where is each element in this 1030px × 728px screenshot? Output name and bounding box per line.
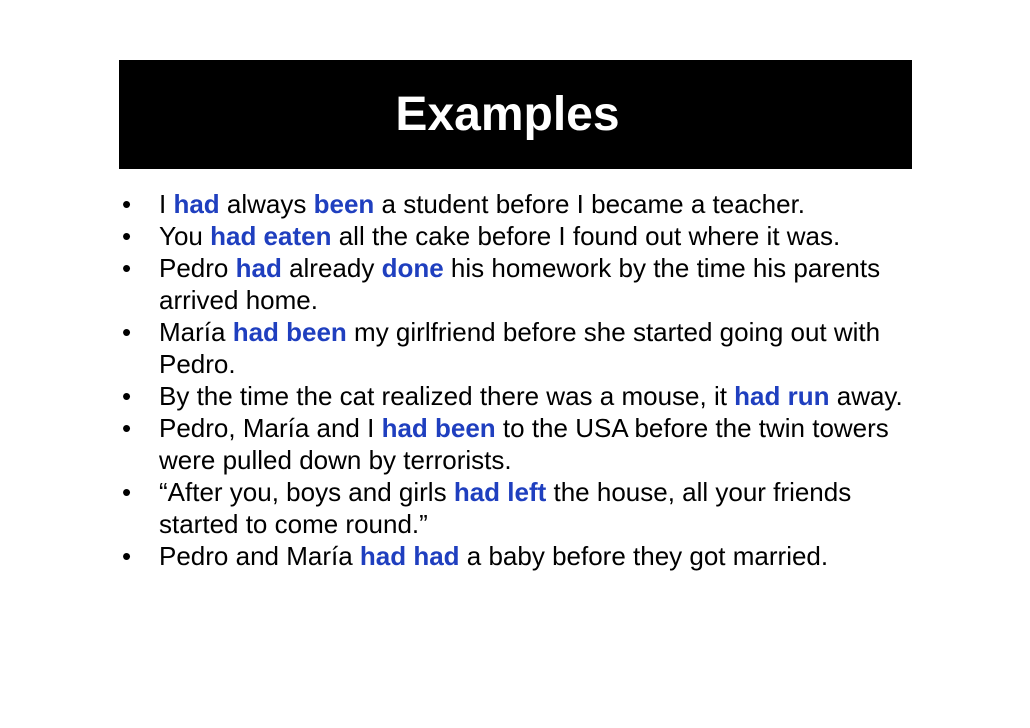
highlighted-verb: had [173,189,220,219]
sentence-text: By the time the cat realized there was a mouse, it [159,381,735,411]
list-item [122,380,912,412]
sentence-text: always [219,189,314,219]
bullet-icon: • [122,189,132,219]
highlighted-verb: had left [453,477,547,507]
list-item [122,252,912,316]
bullet-icon: • [122,253,132,283]
sentence-text: I [159,189,174,219]
highlighted-verb: had run [734,381,830,411]
list-item [122,220,912,252]
highlighted-verb: had eaten [210,221,332,251]
sentence-text: the house, all your friends started to come round.” [159,477,852,539]
sentence-text: Pedro, María and I [159,413,382,443]
sentence-text: a student before I became a teacher. [374,189,806,219]
sentence-text: to the USA before the twin towers were pulled down by terrorists. [159,413,889,475]
sentence-text: all the cake before I found out where it was. [331,221,841,251]
highlighted-verb: been [313,189,375,219]
sentence-text: María [159,317,233,347]
highlighted-verb: had [235,253,282,283]
highlighted-verb: had been [381,413,496,443]
bullet-icon: • [122,381,132,411]
sentence-text: my girlfriend before she started going out with Pedro. [159,317,881,379]
title-bar [119,60,912,169]
example-list [122,188,912,572]
sentence-text: You [159,221,211,251]
sentence-text: Pedro and María [159,541,360,571]
sentence-text: “After you, boys and girls [159,477,454,507]
sentence-text: already [281,253,382,283]
list-item [122,540,912,572]
bullet-icon: • [122,221,132,251]
list-item [122,188,912,220]
sentence-text: a baby before they got married. [459,541,829,571]
bullet-icon: • [122,317,132,347]
sentence-text: away. [829,381,903,411]
highlighted-verb: done [381,253,444,283]
bullet-icon: • [122,413,132,443]
slide-title: Examples [395,88,620,141]
list-item [122,316,912,380]
list-item [122,412,912,476]
bullet-icon: • [122,477,132,507]
highlighted-verb: had been [232,317,347,347]
highlighted-verb: had had [359,541,460,571]
sentence-text: his homework by the time his parents arrived home. [159,253,881,315]
bullet-icon: • [122,541,132,571]
list-item [122,476,912,540]
sentence-text: Pedro [159,253,236,283]
